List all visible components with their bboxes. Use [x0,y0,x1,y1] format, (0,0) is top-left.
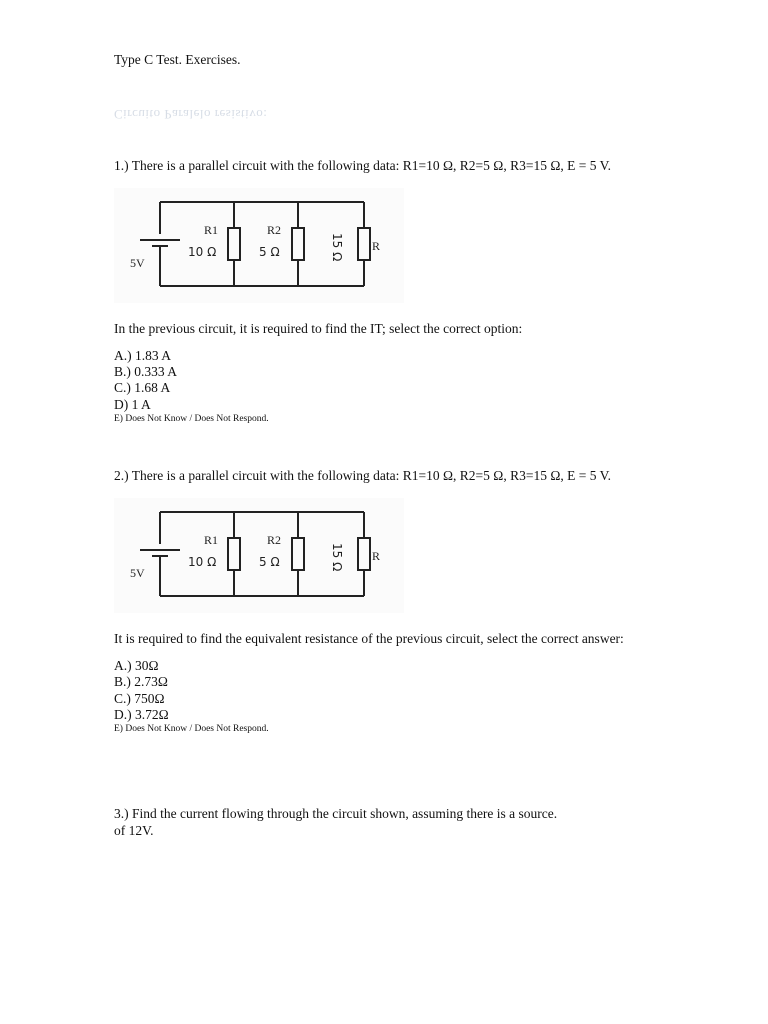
document-title: Type C Test. Exercises. [114,52,241,67]
question-3-prompt-line-2: of 12V. [114,823,154,838]
question-1-instruction: In the previous circuit, it is required to find the IT; select the correct option: [114,321,523,336]
r2-value: 5 Ω [259,245,280,259]
r1-name: R1 [204,223,219,237]
q2-option-d: D.) 3.72Ω [114,707,169,722]
source-label: 5V [130,566,145,580]
r2-name: R2 [267,533,282,547]
circuit-diagram-2 [114,498,404,613]
ghost-heading: Circuito Paralelo resistivo: [114,107,268,122]
q1-option-e: E) Does Not Know / Does Not Respond. [114,414,269,424]
circuit-diagram-1 [114,188,404,303]
source-label: 5V [130,256,145,270]
r3-name: R [372,549,381,563]
r2-value: 5 Ω [259,555,280,569]
q2-option-b: B.) 2.73Ω [114,674,168,689]
q1-option-c: C.) 1.68 A [114,380,171,395]
r2-name: R2 [267,223,282,237]
r1-value: 10 Ω [188,245,217,259]
r1-value: 10 Ω [188,555,217,569]
question-2-prompt: 2.) There is a parallel circuit with the following data: R1=10 Ω, R2=5 Ω, R3=15 Ω, E = 5 V. [114,468,611,483]
q2-option-e: E) Does Not Know / Does Not Respond. [114,724,269,734]
question-3-prompt-line-1: 3.) Find the current flowing through the circuit shown, assuming there is a source. [114,806,558,821]
r1-name: R1 [204,533,219,547]
r3-value: 15 Ω [330,233,344,262]
r3-value: 15 Ω [330,543,344,572]
q1-option-a: A.) 1.83 A [114,348,171,363]
q1-option-b: B.) 0.333 A [114,364,178,379]
r3-name: R [372,239,381,253]
q2-option-a: A.) 30Ω [114,658,159,673]
q2-option-c: C.) 750Ω [114,691,165,706]
q1-option-d: D) 1 A [114,397,151,412]
question-2-instruction: It is required to find the equivalent resistance of the previous circuit, select the correct answer: [114,631,624,646]
question-1-prompt: 1.) There is a parallel circuit with the following data: R1=10 Ω, R2=5 Ω, R3=15 Ω, E = 5 V. [114,158,611,173]
